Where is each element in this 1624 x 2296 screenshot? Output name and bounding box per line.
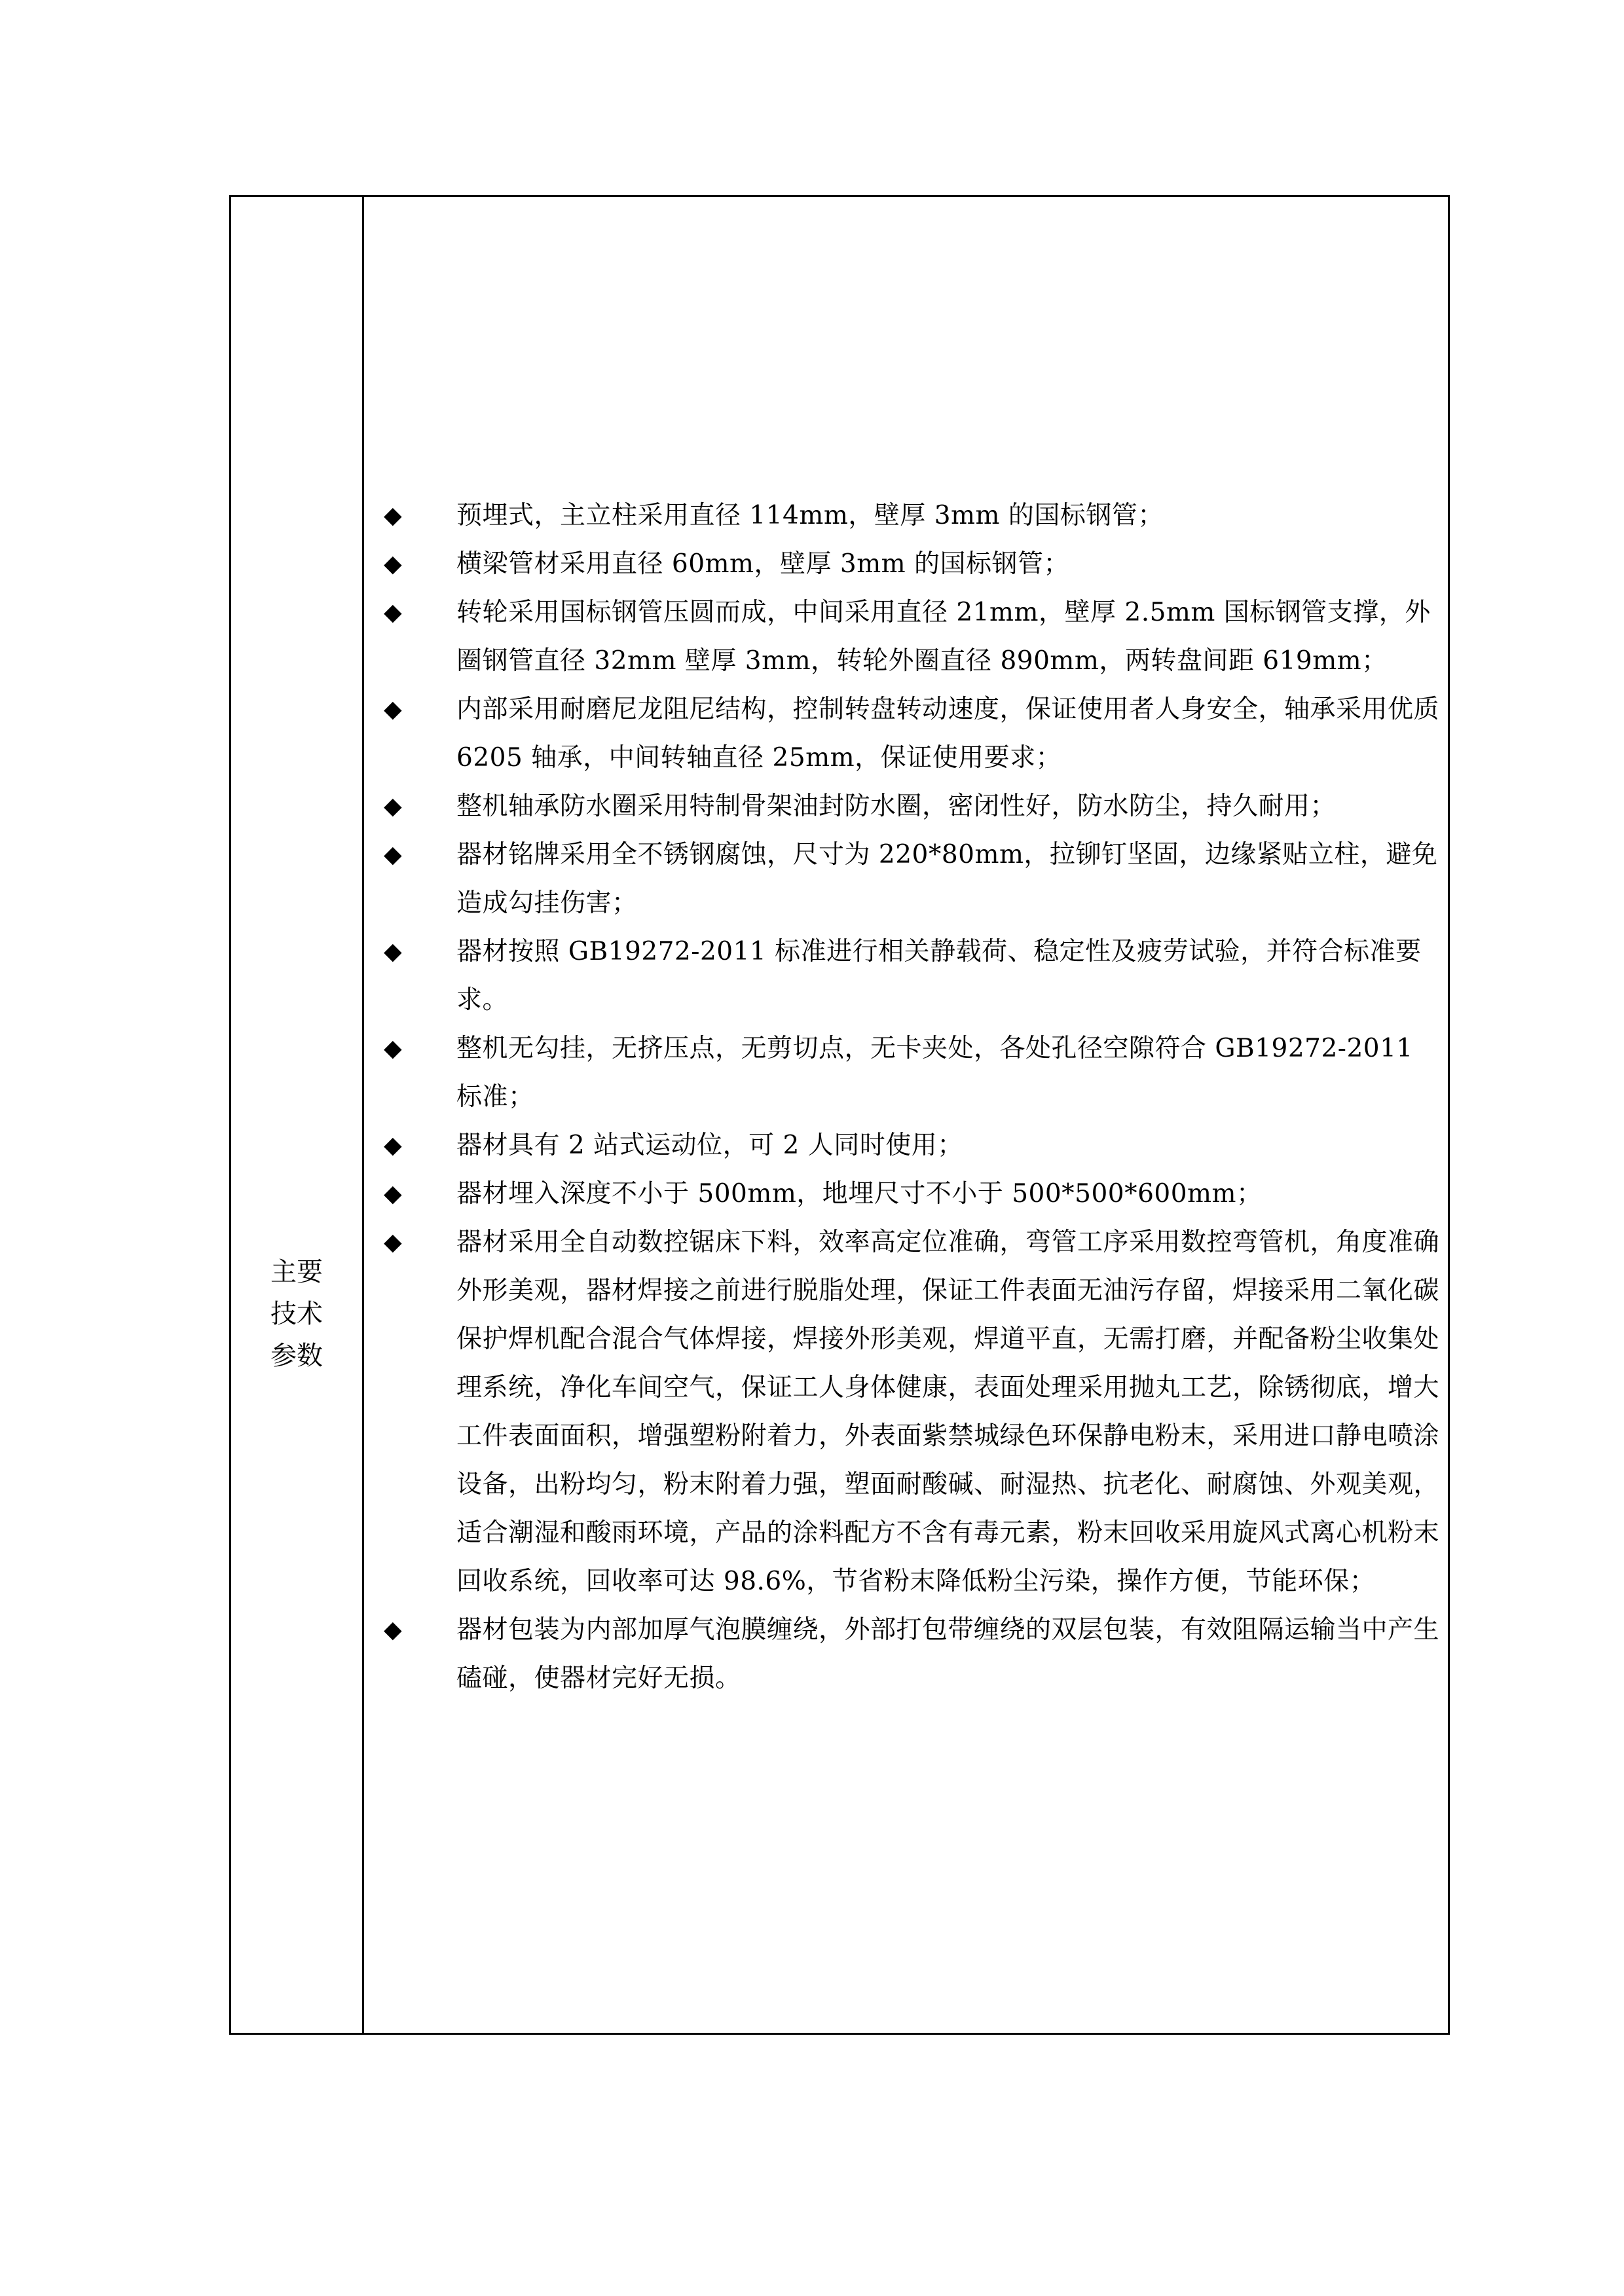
spec-text: 横梁管材采用直径 60mm，壁厚 3mm 的国标钢管；	[456, 549, 1070, 579]
spec-table	[229, 195, 1450, 2035]
diamond-bullet-icon: ◆	[384, 1616, 403, 1643]
spec-item	[384, 685, 1445, 782]
spec-item	[384, 1218, 1445, 1606]
spec-item	[384, 1170, 1445, 1218]
spec-text: 器材具有 2 站式运动位，可 2 人同时使用；	[456, 1131, 963, 1160]
spec-item	[384, 1121, 1445, 1170]
diamond-bullet-icon: ◆	[384, 938, 403, 965]
spec-item	[384, 928, 1445, 1025]
label-cell	[231, 197, 364, 2033]
spec-item	[384, 492, 1445, 540]
diamond-bullet-icon: ◆	[384, 551, 403, 577]
spec-text: 器材按照 GB19272-2011 标准进行相关静载荷、稳定性及疲劳试验，并符合标准要求。	[456, 937, 1422, 1015]
diamond-bullet-icon: ◆	[384, 1229, 403, 1256]
spec-item	[384, 1025, 1445, 1121]
spec-text: 器材埋入深度不小于 500mm，地埋尺寸不小于 500*500*600mm；	[456, 1179, 1263, 1209]
spec-text: 器材铭牌采用全不锈钢腐蚀，尺寸为 220*80mm，拉铆钉坚固，边缘紧贴立柱，避免造成勾挂伤害；	[456, 840, 1438, 918]
diamond-bullet-icon: ◆	[384, 1132, 403, 1159]
spec-list	[384, 492, 1445, 1703]
spec-item	[384, 1606, 1445, 1703]
diamond-bullet-icon: ◆	[384, 502, 403, 529]
spec-item	[384, 782, 1445, 831]
spec-text: 整机轴承防水圈采用特制骨架油封防水圈，密闭性好，防水防尘，持久耐用；	[456, 792, 1337, 821]
diamond-bullet-icon: ◆	[384, 696, 403, 723]
diamond-bullet-icon: ◆	[384, 599, 403, 626]
spec-item	[384, 589, 1445, 685]
spec-item	[384, 831, 1445, 928]
spec-text: 器材包装为内部加厚气泡膜缠绕，外部打包带缠绕的双层包装，有效阻隔运输当中产生磕碰，使器材完好无损。	[456, 1615, 1440, 1693]
spec-text: 转轮采用国标钢管压圆而成，中间采用直径 21mm，壁厚 2.5mm 国标钢管支撑，外圈钢管直径 32mm 壁厚 3mm，转轮外圈直径 890mm，两转盘间距 619mm；	[456, 598, 1431, 676]
diamond-bullet-icon: ◆	[384, 793, 403, 820]
content-cell	[364, 197, 1448, 2033]
diamond-bullet-icon: ◆	[384, 1180, 403, 1207]
spec-text: 整机无勾挂，无挤压点，无剪切点，无卡夹处，各处孔径空隙符合 GB19272-2011 标准；	[456, 1034, 1413, 1112]
row-label: 主要技术参数	[270, 1257, 323, 1371]
diamond-bullet-icon: ◆	[384, 841, 403, 868]
spec-text: 预埋式，主立柱采用直径 114mm，壁厚 3mm 的国标钢管；	[456, 501, 1164, 530]
spec-item	[384, 540, 1445, 589]
diamond-bullet-icon: ◆	[384, 1035, 403, 1062]
spec-text: 器材采用全自动数控锯床下料，效率高定位准确，弯管工序采用数控弯管机，角度准确外形美观，器材焊接之前进行脱脂处理，保证工件表面无油污存留，焊接采用二氧化碳保护焊机配合混合气体焊接，焊接外形美观，焊道平直，无需打磨，并配备粉尘收集处理系统，净化车间空气，保证工人身体健康，表面处理采用抛丸工艺，除锈彻底，增大工件表面面积，增强塑粉附着力，外表面紫禁城绿色环保静电粉末，采用进口静电喷涂设备，出粉均匀，粉末附着力强，塑面耐酸碱、耐湿热、抗老化、耐腐蚀、外观美观，适合潮湿和酸雨环境，产品的涂料配方不含有毒元素，粉末回收采用旋风式离心机粉末回收系统，回收率可达 98.6%，节省粉末降低粉尘污染，操作方便，节能环保；	[456, 1228, 1440, 1596]
spec-text: 内部采用耐磨尼龙阻尼结构，控制转盘转动速度，保证使用者人身安全，轴承采用优质 6205 轴承，中间转轴直径 25mm，保证使用要求；	[456, 695, 1440, 773]
